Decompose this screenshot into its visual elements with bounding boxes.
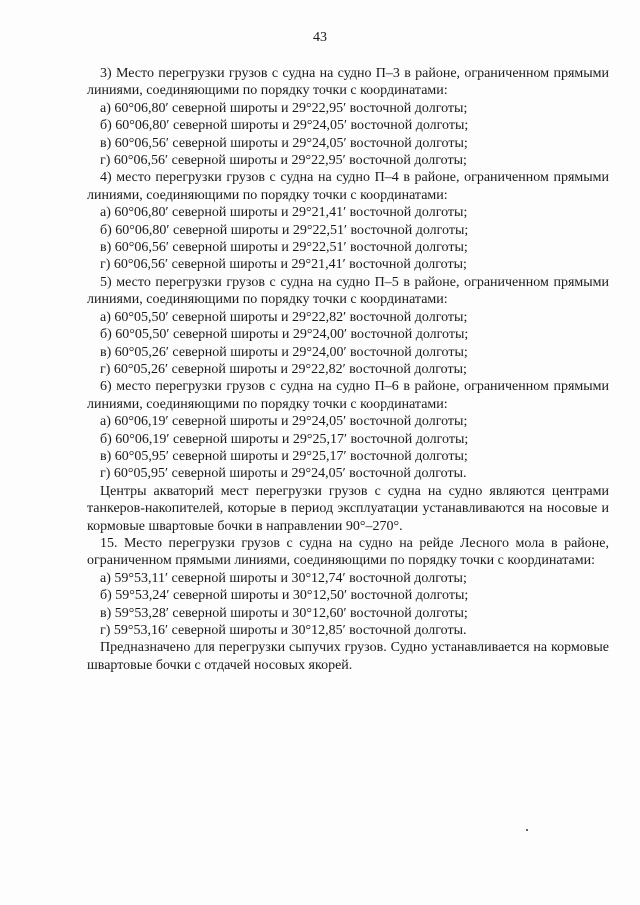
coordinate-line: б) 60°06,19′ северной широты и 29°25,17′ восточной долготы; — [100, 431, 469, 447]
coordinate-line: а) 60°05,50′ северной широты и 29°22,82′ восточной долготы; — [100, 309, 468, 325]
paragraph: 6) место перегрузки грузов с судна на судно П–6 в районе, ограниченном прямыми линиями, соединяющими по порядку точки с координатами: — [87, 379, 609, 412]
paragraph: 5) место перегрузки грузов с судна на судно П–5 в районе, ограниченном прямыми линиями, соединяющими по порядку точки с координатами: — [87, 274, 609, 308]
coordinate-line: г) 60°06,56′ северной широты и 29°21,41′ восточной долготы; — [100, 257, 467, 273]
coordinate-line: г) 59°53,16′ северной широты и 30°12,85′ восточной долготы. — [100, 623, 467, 638]
paragraph: 4) место перегрузки грузов с судна на судно П–4 в районе, ограниченном прямыми линиями, соединяющими по порядку точки с координатами: — [87, 170, 609, 203]
scan-speck — [526, 829, 528, 831]
coordinate-line: б) 59°53,24′ северной широты и 30°12,50′ восточной долготы; — [100, 588, 469, 604]
document-body — [87, 65, 609, 674]
coordinate-line: б) 60°06,80′ северной широты и 29°24,05′ восточной долготы; — [100, 118, 469, 134]
coordinate-line: г) 60°05,95′ северной широты и 29°24,05′ восточной долготы. — [100, 466, 467, 482]
coordinate-line: г) 60°06,56′ северной широты и 29°22,95′ восточной долготы; — [100, 153, 467, 169]
paragraph: 3) Место перегрузки грузов с судна на судно П–3 в районе, ограниченном прямыми линиями, соединяющими по порядку точки с координатами: — [87, 66, 609, 99]
coordinate-line: а) 60°06,19′ северной широты и 29°24,05′ восточной долготы; — [100, 414, 468, 430]
coordinate-line: а) 60°06,80′ северной широты и 29°22,95′ восточной долготы; — [100, 100, 468, 116]
coordinate-line: в) 60°06,56′ северной широты и 29°24,05′ восточной долготы; — [100, 135, 468, 151]
page-number: 43 — [313, 30, 327, 45]
coordinate-line: в) 60°05,95′ северной широты и 29°25,17′ восточной долготы; — [100, 448, 468, 464]
coordinate-line: б) 60°06,80′ северной широты и 29°22,51′ восточной долготы; — [100, 222, 469, 238]
coordinate-line: а) 59°53,11′ северной широты и 30°12,74′ восточной долготы; — [100, 570, 467, 586]
coordinate-line: г) 60°05,26′ северной широты и 29°22,82′ восточной долготы; — [100, 361, 467, 377]
paragraph: Предназначено для перегрузки сыпучих грузов. Судно устанавливается на кормовые швартовые бочки с отдачей носовых якорей. — [87, 640, 609, 673]
coordinate-line: в) 59°53,28′ северной широты и 30°12,60′ восточной долготы; — [100, 605, 468, 621]
paragraph: 15. Место перегрузки грузов с судна на судно на рейде Лесного мола в районе, ограниченном прямыми линиями, соединяющими по порядку точки с координатами: — [87, 535, 609, 569]
coordinate-line: б) 60°05,50′ северной широты и 29°24,00′ восточной долготы; — [100, 327, 469, 343]
coordinate-line: в) 60°05,26′ северной широты и 29°24,00′ восточной долготы; — [100, 344, 468, 360]
coordinate-line: в) 60°06,56′ северной широты и 29°22,51′ восточной долготы; — [100, 240, 468, 256]
coordinate-line: а) 60°06,80′ северной широты и 29°21,41′ восточной долготы; — [100, 205, 468, 221]
paragraph: Центры акваторий мест перегрузки грузов с судна на судно являются центрами танкеров-накопителей, которые в период эксплуатации устанавливаются на носовые и кормовые швартовые бочки в направлении 90°–270°. — [87, 483, 609, 534]
